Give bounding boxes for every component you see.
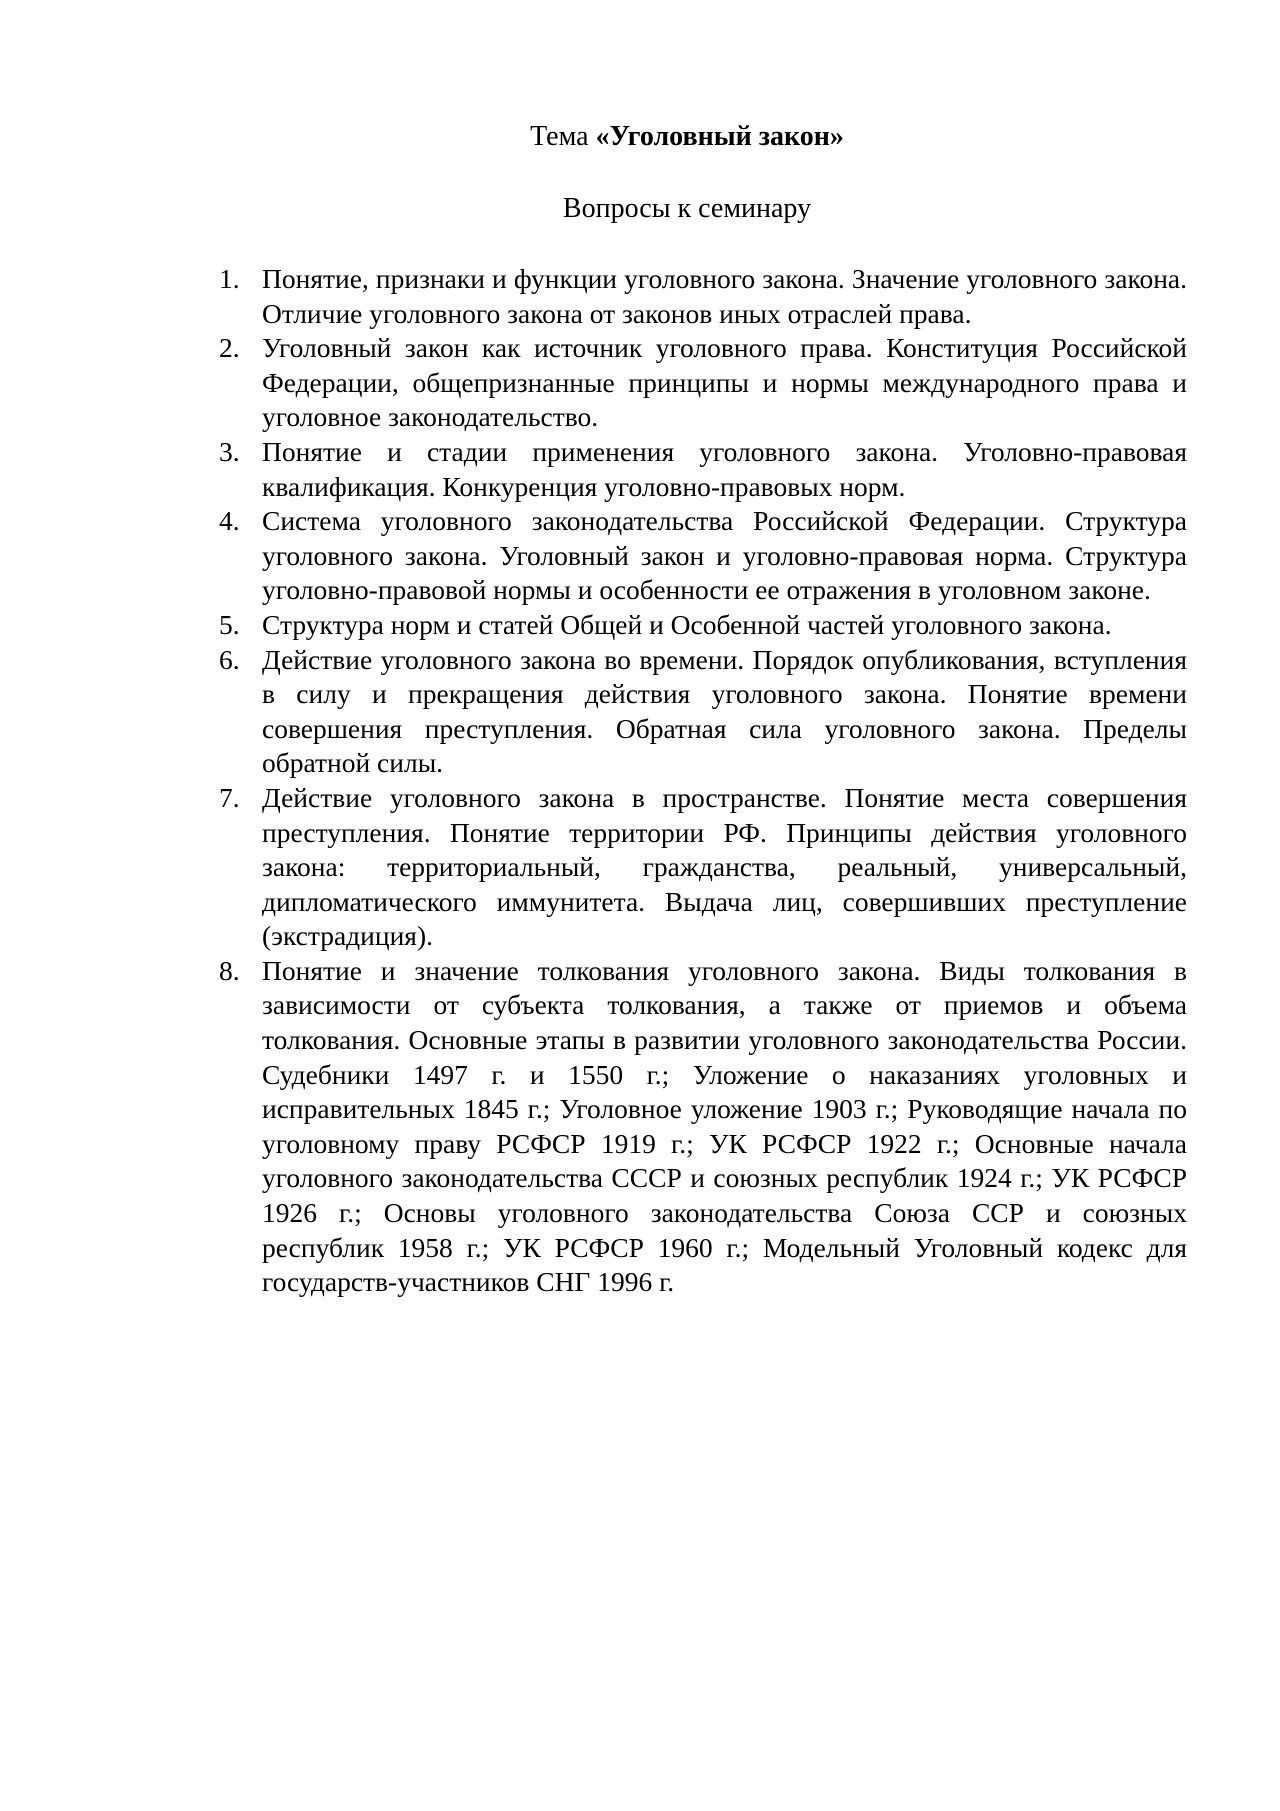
question-text: Уголовный закон как источник уголовного права. Конституция Российской Федерации, общепризнанные принципы и нормы международного права и уголовное законодательство. [262,332,1187,433]
question-number: 2. [219,332,240,364]
question-item [219,954,1187,1300]
question-item [219,435,1187,504]
title-prefix: Тема [530,121,596,152]
question-item [219,643,1187,781]
question-item [219,608,1187,643]
question-number: 1. [219,263,240,294]
question-item [219,331,1187,435]
question-text: Понятие, признаки и функции уголовного закона. Значение уголовного закона. Отличие уголовного закона от законов иных отраслей права. [262,263,1187,329]
question-number: 3. [219,435,240,467]
question-item [219,781,1187,954]
question-number: 8. [219,954,240,986]
question-text: Понятие и значение толкования уголовного закона. Виды толкования в зависимости от субъекта толкования, а также от приемов и объема толкования. Основные этапы в развитии уголовного законодательства России. Судебники 1497 г. и 1550 г.; Уложение о наказаниях уголовных и исправительных 1845 г.; Уголовное уложение 1903 г.; Руководящие начала по уголовному праву РСФСР 1919 г.; УК РСФСР 1922 г.; Основные начала уголовного законодательства СССР и союзных республик 1924 г.; УК РСФСР 1926 г.; Основы уголовного законодательства Союза ССР и союзных республик 1958 г.; УК РСФСР 1960 г.; Модельный Уголовный кодекс для государств-участников СНГ 1996 г. [262,954,1187,1298]
question-number: 7. [219,781,240,813]
question-text: Понятие и стадии применения уголовного закона. Уголовно-правовая квалификация. Конкуренция уголовно-правовых норм. [262,435,1187,502]
questions-list [219,262,1187,1300]
question-text: Структура норм и статей Общей и Особенной частей уголовного закона. [262,608,1112,640]
question-number: 4. [219,505,240,537]
question-number: 6. [219,643,240,675]
question-number: 5. [219,608,240,640]
question-text: Действие уголовного закона во времени. Порядок опубликования, вступления в силу и прекращения действия уголовного закона. Понятие времени совершения преступления. Обратная сила уголовного закона. Пределы обратной силы. [262,643,1187,779]
question-text: Система уголовного законодательства Российской Федерации. Структура уголовного закона. Уголовный закон и уголовно-правовая норма. Структура уголовно-правовой нормы и особенности ее отражения в уголовном законе. [262,505,1187,606]
question-item [219,504,1187,608]
question-item [219,262,1187,331]
question-text: Действие уголовного закона в пространстве. Понятие места совершения преступления. Понятие территории РФ. Принципы действия уголовного закона: территориальный, гражданства, реальный, универсальный, дипломатического иммунитета. Выдача лиц, совершивших преступление (экстрадиция). [262,781,1187,952]
page-subtitle: Вопросы к семинару [562,193,812,224]
title-topic: «Уголовный закон» [595,121,844,152]
page-title [0,120,1280,154]
